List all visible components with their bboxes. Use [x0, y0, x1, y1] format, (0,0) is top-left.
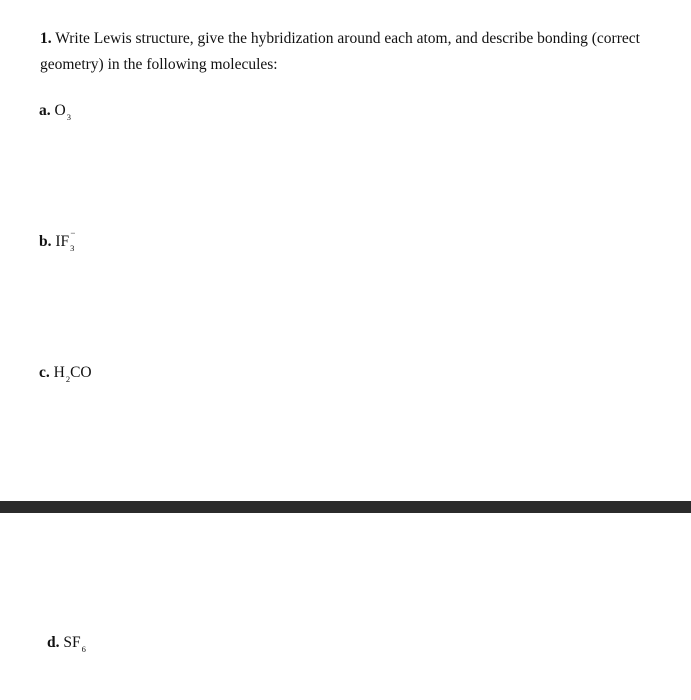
formula-sf6 [63, 634, 86, 654]
formula-text: CO [70, 364, 92, 381]
formula-text: IF [55, 233, 70, 250]
question-1 [40, 26, 670, 78]
question-number: 1. [40, 30, 52, 47]
item-letter: a. [39, 102, 51, 119]
item-letter: b. [39, 233, 52, 250]
item-b [39, 228, 76, 253]
formula-text: SF [63, 634, 81, 651]
page-divider [0, 501, 691, 513]
formula-o3 [54, 102, 71, 122]
item-letter: c. [39, 364, 50, 381]
item-c [39, 363, 92, 384]
item-letter: d. [47, 634, 60, 651]
formula-superscript: − [70, 228, 76, 238]
formula-text: O [54, 102, 66, 119]
question-text: Write Lewis structure, give the hybridization around each atom, and describe bonding (correct geometry) in the following molecules: [40, 30, 640, 73]
formula-subscript: 6 [81, 644, 86, 654]
formula-subscript: 3 [66, 112, 71, 122]
formula-subscript: 2 [65, 374, 71, 384]
formula-h2co [53, 364, 92, 384]
formula-if3-minus [55, 228, 76, 253]
item-d [47, 633, 86, 654]
formula-subscript: 3 [70, 243, 75, 253]
item-a [39, 101, 71, 122]
formula-text: H [53, 364, 65, 381]
